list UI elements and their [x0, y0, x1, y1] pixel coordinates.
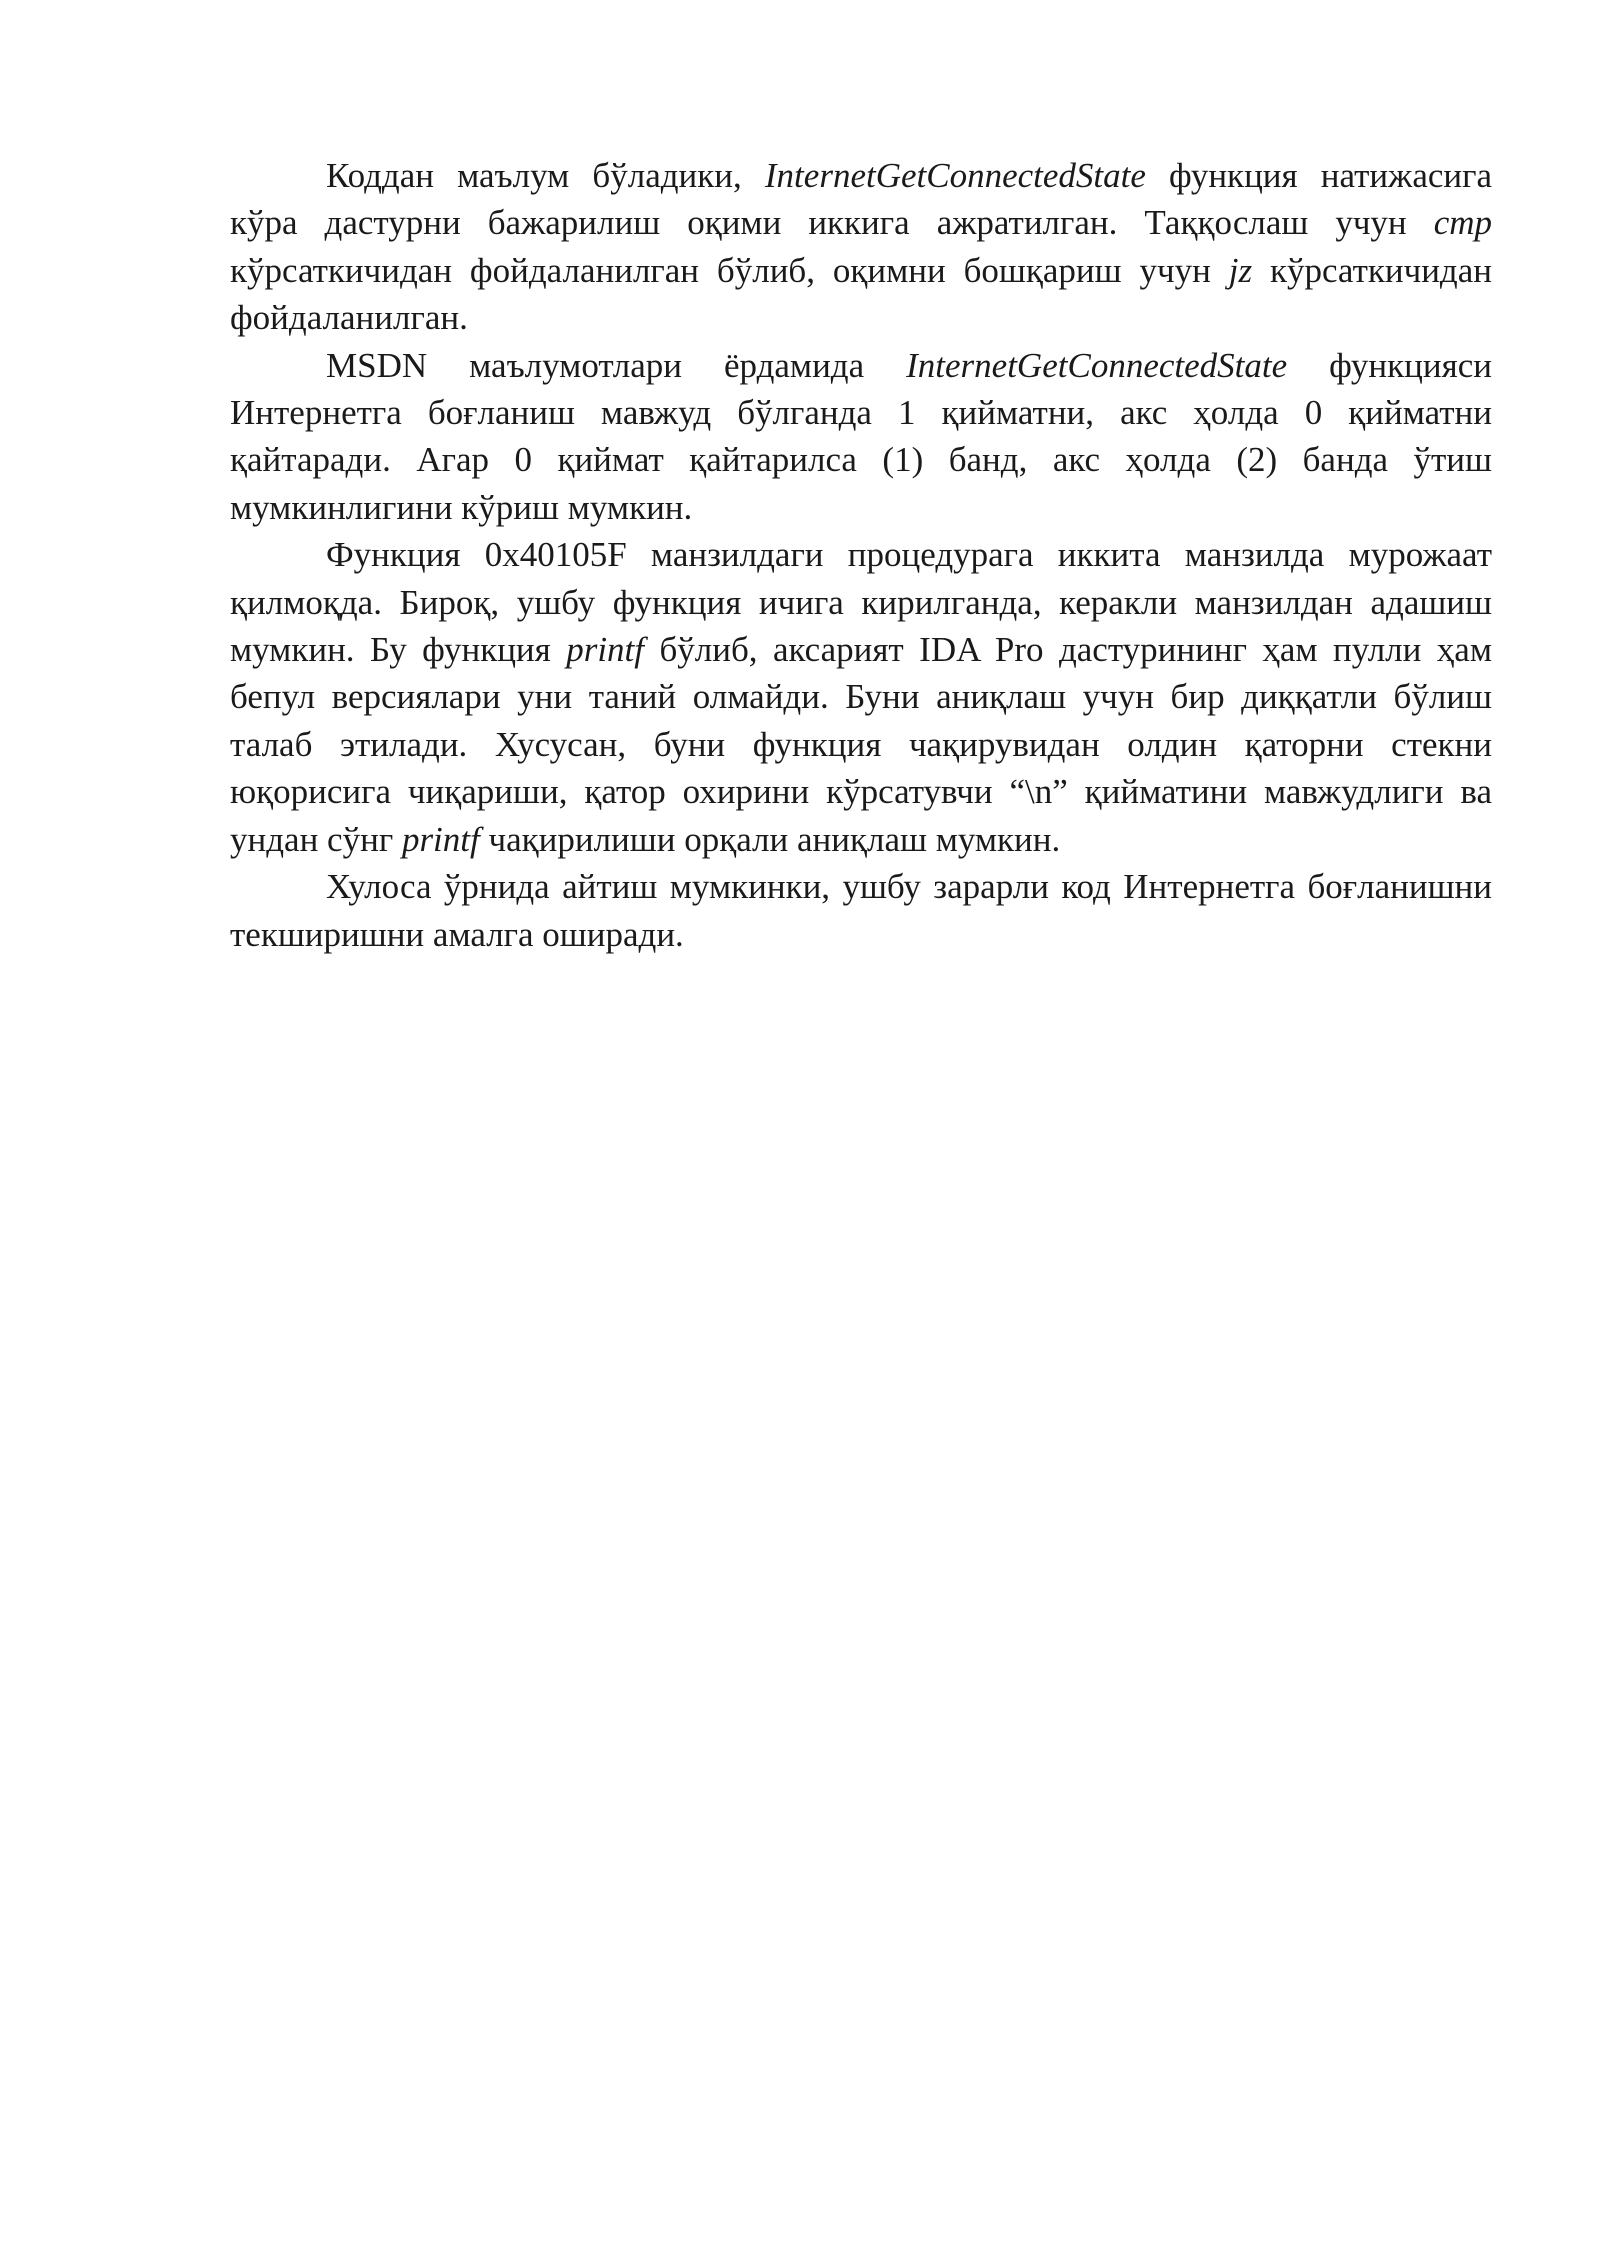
paragraph-1-text: Коддан маълум бўладики, — [326, 156, 765, 195]
paragraph-1-jz-instruction: jz — [1228, 250, 1253, 290]
paragraph-3-text: бўлиб, аксарият IDA Pro дастурининг ҳам пулли ҳам бепул версиялари уни таний олмайди. Буни аниқлаш учун бир диққатли бўлиш талаб этилади. Хусусан, буни функция чақирувидан олдин қаторни стекни юқорисига чиқариши, қатор охирини кўрсатувчи “\n” қийматини мавжудлиги ва ундан сўнг — [230, 630, 1492, 859]
paragraph-1-function-name: InternetGetConnectedState — [764, 156, 1146, 195]
paragraph-1-text: функция натижасига кўра дастурни бажарилиш оқими иккига ажратилган. Таққослаш учун — [230, 156, 1493, 243]
paragraph-1-text: кўрсаткичидан фойдаланилган бўлиб, оқимни бошқариш учун — [230, 250, 1229, 290]
paragraph-3-text: Функция 0x40105F манзилдаги процедурага иккита манзилда мурожаат қилмоқда. Бироқ, ушбу функция ичига кирилганда, керакли манзилдан адашиш мумкин. Бу функция — [230, 535, 1492, 670]
paragraph-3-printf-name: printf — [566, 630, 644, 670]
paragraph-2-function-name: InternetGetConnectedState — [906, 345, 1288, 385]
paragraph-3-printf-name: printf — [401, 819, 480, 859]
paragraph-4 — [230, 863, 1492, 958]
paragraph-1-text: кўрсаткичидан фойдаланилган. — [230, 250, 1493, 338]
paragraph-2-text: MSDN маълумотлари ёрдамида — [326, 345, 907, 385]
paragraph-3 — [230, 531, 1492, 863]
paragraph-4-text: Хулоса ўрнида айтиш мумкинки, ушбу зарарли код Интернетга боғланишни текширишни амалга оширади. — [230, 867, 1492, 954]
paragraph-1-cmp-instruction: cmp — [1433, 203, 1492, 243]
paragraph-2-text: функцияси Интернетга боғланиш мавжуд бўлганда 1 қийматни, акс ҳолда 0 қийматни қайтаради. Агар 0 қиймат қайтарилса (1) банд, акс ҳолда (2) банда ўтиш мумкинлигини кўриш мумкин. — [230, 345, 1492, 527]
document-body — [230, 152, 1492, 958]
paragraph-1 — [230, 152, 1492, 342]
paragraph-3-text: чақирилиши орқали аниқлаш мумкин. — [479, 819, 1061, 859]
paragraph-2 — [230, 342, 1492, 532]
